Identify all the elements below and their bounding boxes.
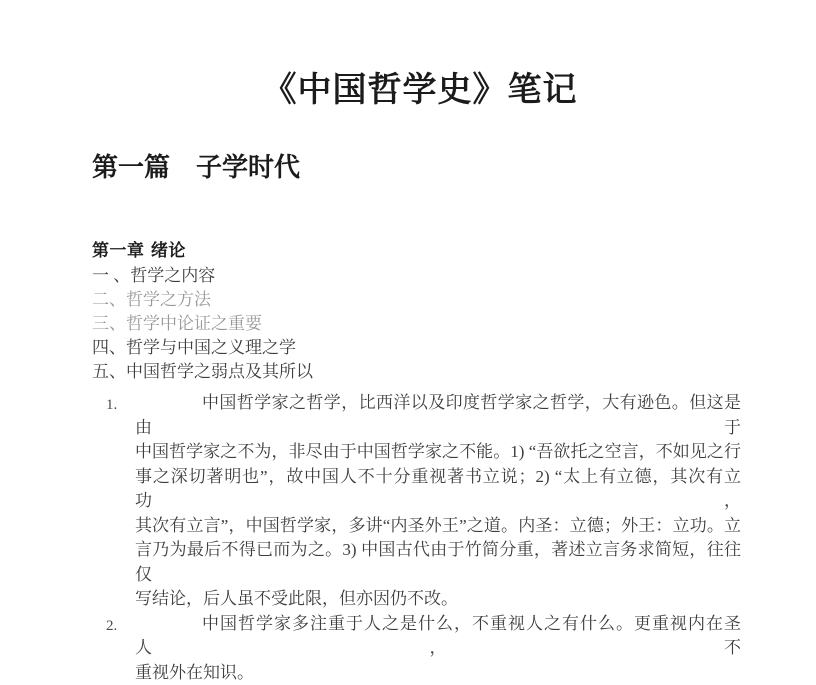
part-heading: 第一篇 子学时代 xyxy=(92,152,300,184)
note-number-marker: 1. xyxy=(106,393,117,418)
note-item xyxy=(103,391,743,612)
note-text-line: 言乃为最后不得已而为之。3) 中国古代由于竹简分重，著述立言务求简短，往往仅 xyxy=(135,538,741,587)
note-text-line: 其次有立言”，中国哲学家，多讲“内圣外王”之道。内圣：立德；外王：立功。立 xyxy=(135,514,741,539)
outline-item: 二、哲学之方法 xyxy=(92,288,742,312)
note-text-line: 重视外在知识。 xyxy=(135,661,741,685)
outline-item: 四、哲学与中国之义理之学 xyxy=(92,336,742,360)
note-text xyxy=(135,391,741,612)
outline-item: 五、中国哲学之弱点及其所以 xyxy=(92,360,742,384)
note-item xyxy=(103,612,743,685)
note-text-line: 写结论，后人虽不受此限，但亦因仍不改。 xyxy=(135,587,741,612)
note-text-line: 中国哲学家之不为，非尽由于中国哲学家之不能。1) “吾欲托之空言，不如见之行 xyxy=(135,440,741,465)
note-text-line: 中国哲学家多注重于人之是什么，不重视人之有什么。更重视内在圣人，不 xyxy=(135,612,741,661)
outline-item: 三、哲学中论证之重要 xyxy=(92,312,742,336)
document-title: 《中国哲学史》笔记 xyxy=(0,70,816,110)
note-number-marker: 2. xyxy=(106,614,117,639)
numbered-notes xyxy=(103,391,743,685)
chapter-outline-list xyxy=(92,264,742,384)
outline-item: 一 、哲学之内容 xyxy=(92,264,742,288)
note-text-line: 事之深切著明也”，故中国人不十分重视著书立说；2) “太上有立德，其次有立功， xyxy=(135,465,741,514)
note-text xyxy=(135,612,741,685)
chapter-heading: 第一章 绪论 xyxy=(92,240,186,262)
note-text-line: 中国哲学家之哲学，比西洋以及印度哲学家之哲学，大有逊色。但这是由于 xyxy=(135,391,741,440)
